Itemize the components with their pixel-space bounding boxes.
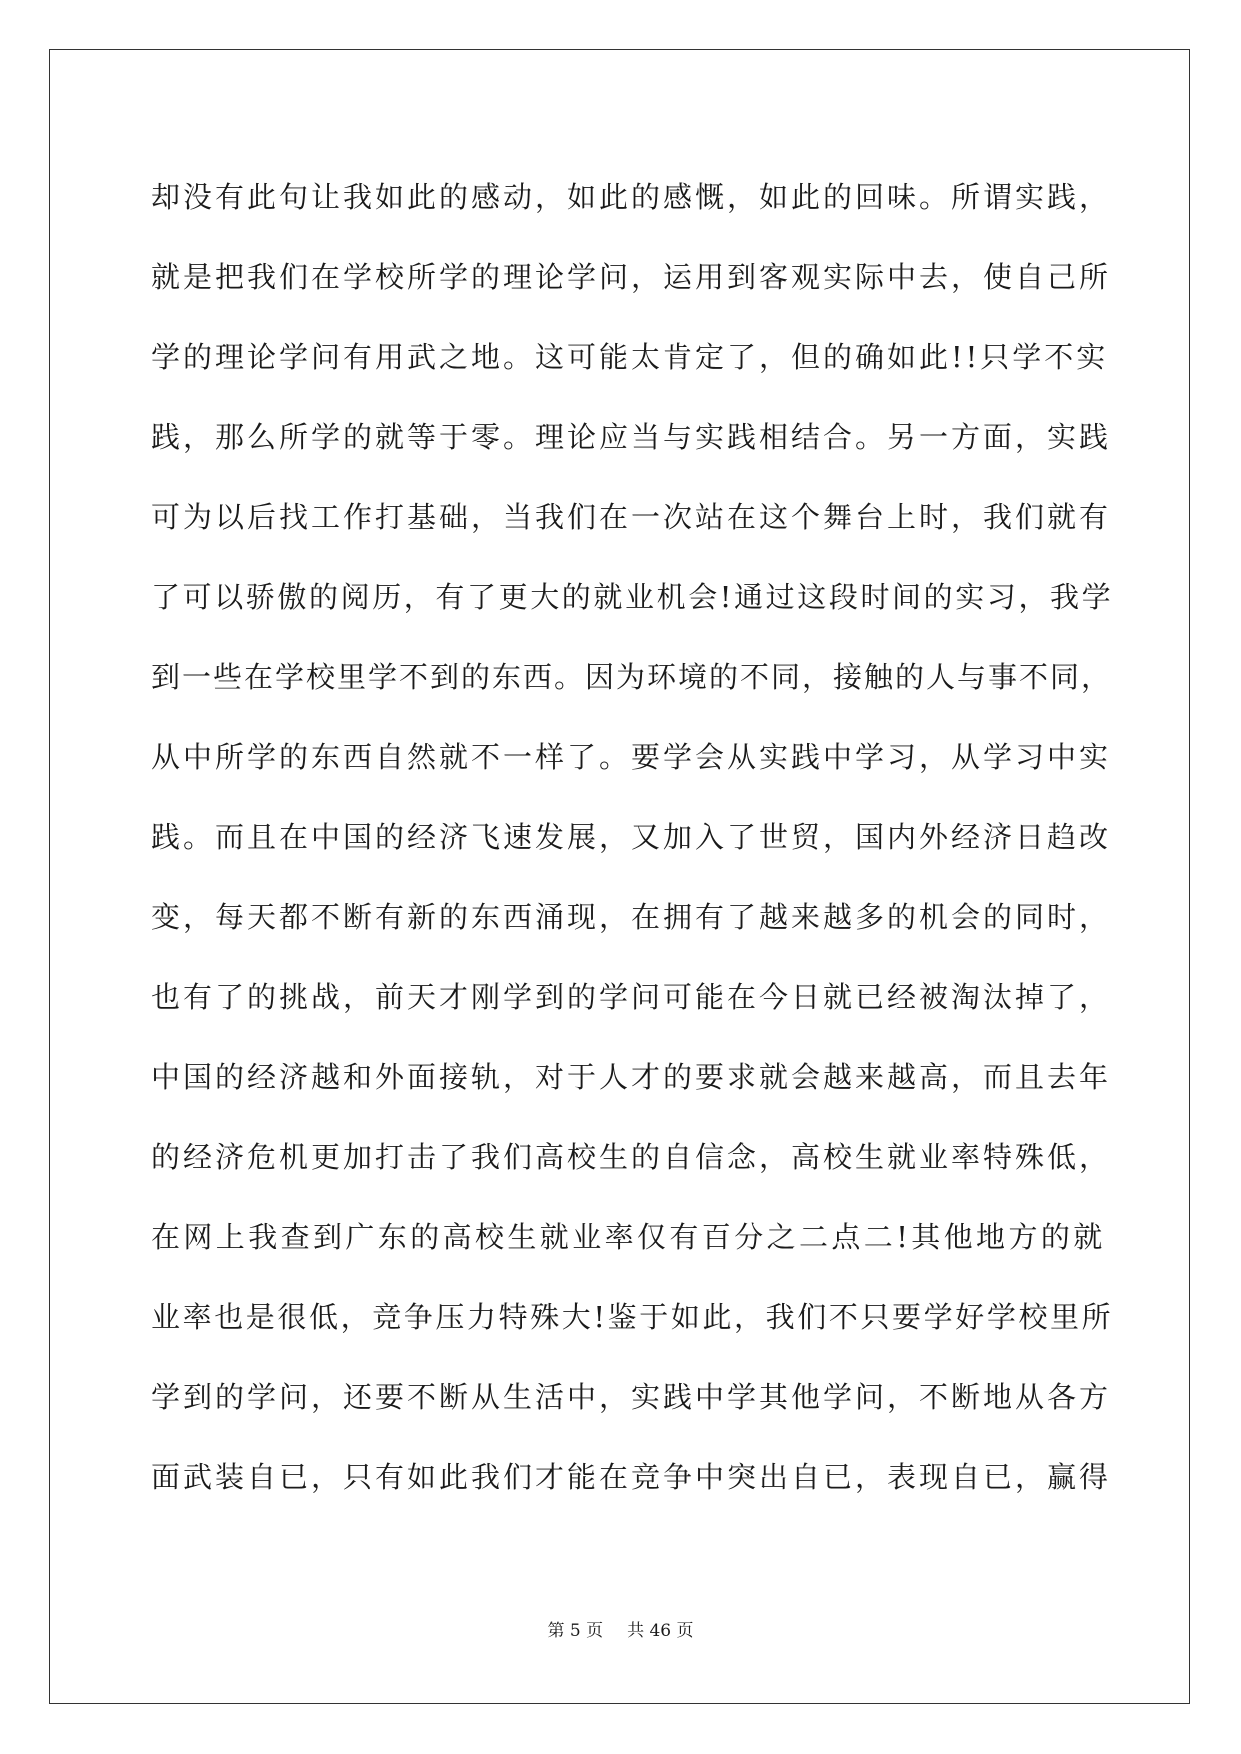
text-line: 就是把我们在学校所学的理论学问，运用到客观实际中去，使自己所 <box>151 260 1112 294</box>
text-line: 业率也是很低，竞争压力特殊大!鉴于如此，我们不只要学好学校里所 <box>151 1300 1114 1334</box>
text-line: 面武装自已，只有如此我们才能在竞争中突出自已，表现自已，赢得 <box>151 1460 1112 1494</box>
text-line: 可为以后找工作打基础，当我们在一次站在这个舞台上时，我们就有 <box>151 500 1112 534</box>
text-line: 践，那么所学的就等于零。理论应当与实践相结合。另一方面，实践 <box>151 420 1112 454</box>
text-line: 践。而且在中国的经济飞速发展，又加入了世贸，国内外经济日趋改 <box>151 820 1112 854</box>
text-line: 中国的经济越和外面接轨，对于人才的要求就会越来越高，而且去年 <box>151 1060 1112 1094</box>
text-line: 在网上我查到广东的高校生就业率仅有百分之二点二!其他地方的就 <box>151 1220 1106 1254</box>
text-line: 了可以骄傲的阅历，有了更大的就业机会!通过这段时间的实习，我学 <box>151 580 1114 614</box>
document-body <box>151 157 1114 1517</box>
page-total: 共 46 页 <box>627 1621 694 1641</box>
text-line: 到一些在学校里学不到的东西。因为环境的不同，接触的人与事不同， <box>151 660 1113 694</box>
text-line: 却没有此句让我如此的感动，如此的感慨，如此的回味。所谓实践， <box>151 180 1112 214</box>
text-line: 也有了的挑战，前天才刚学到的学问可能在今日就已经被淘汰掉了， <box>151 980 1112 1014</box>
page-footer <box>0 1620 1241 1642</box>
page-number: 第 5 页 <box>547 1621 604 1641</box>
text-line: 变，每天都不断有新的东西涌现，在拥有了越来越多的机会的同时， <box>151 900 1112 934</box>
text-line: 的经济危机更加打击了我们高校生的自信念，高校生就业率特殊低， <box>151 1140 1112 1174</box>
text-line: 从中所学的东西自然就不一样了。要学会从实践中学习，从学习中实 <box>151 740 1112 774</box>
text-line: 学到的学问，还要不断从生活中，实践中学其他学问，不断地从各方 <box>151 1380 1112 1414</box>
text-line: 学的理论学问有用武之地。这可能太肯定了，但的确如此!!只学不实 <box>151 340 1109 374</box>
